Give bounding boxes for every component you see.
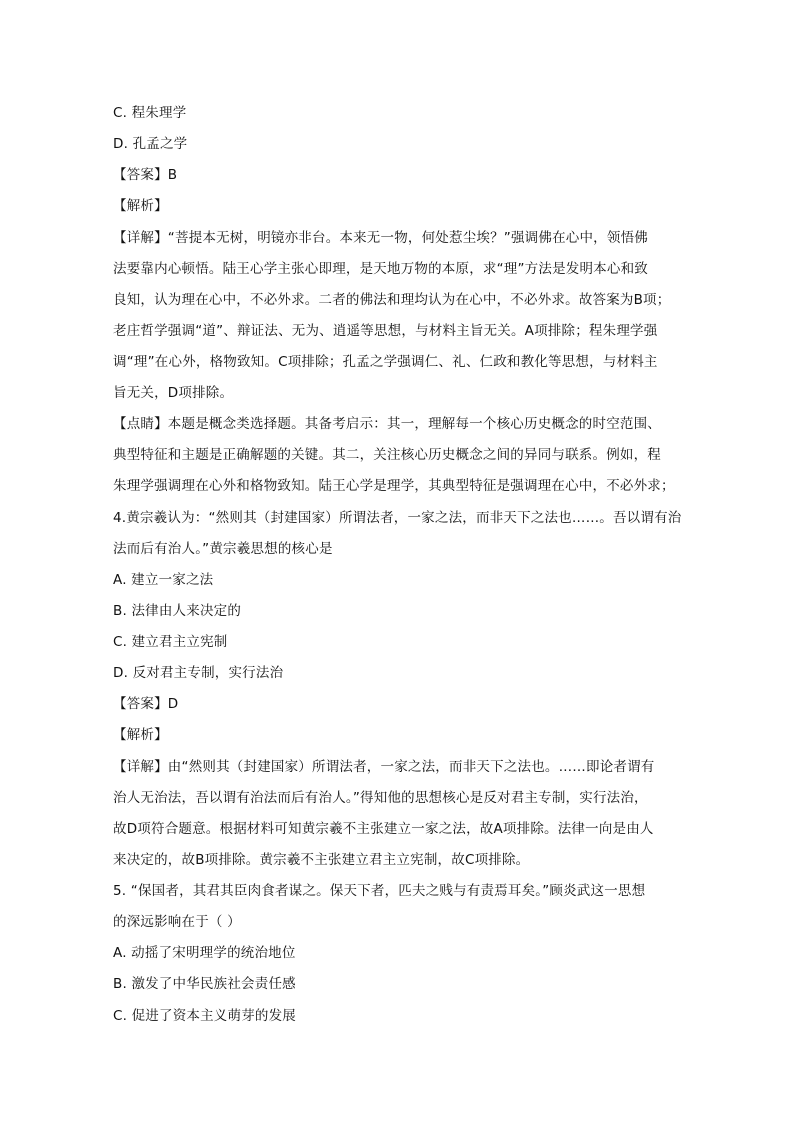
option-c: C. 程朱理学: [113, 105, 187, 121]
analysis-heading: 【解析】: [113, 198, 168, 214]
option-b: B. 激发了中华民族社会责任感: [113, 976, 296, 992]
detail-text-line: 来决定的，故B项排除。黄宗羲不主张建立君主立宪制，故C项排除。: [113, 852, 530, 868]
detail-text-line: 良知，认为理在心中，不必外求。二者的佛法和理均认为在心中，不必外求。故答案为B项；: [113, 292, 671, 308]
question-5-text: 5. “保国者，其君其臣肉食者谋之。保天下者，匹夫之贱与有责焉耳矣。”顾炎武这一思想: [113, 883, 646, 899]
detail-text-line: 旨无关，D项排除。: [113, 385, 234, 401]
option-b: B. 法律由人来决定的: [113, 603, 242, 619]
analysis-heading: 【解析】: [113, 727, 168, 743]
detail-text-line: 【详解】“菩提本无树，明镜亦非台。本来无一物，何处惹尘埃？”强调佛在心中，领悟佛: [113, 230, 648, 246]
answer-line: 【答案】D: [113, 696, 179, 712]
option-d: D. 孔孟之学: [113, 136, 188, 152]
detail-text-line: 法要靠内心顿悟。陆王心学主张心即理，是天地万物的本原，求“理”方法是发明本心和致: [113, 261, 648, 277]
detail-text-line: 调“理”在心外，格物致知。C项排除；孔孟之学强调仁、礼、仁政和教化等思想，与材料主: [113, 354, 658, 370]
question-5-text: 的深远影响在于（ ）: [113, 914, 241, 930]
question-4-text: 4.黄宗羲认为：“然则其（封建国家）所谓法者，一家之法，而非天下之法也……。吾以谓有治: [113, 510, 682, 526]
tip-text-line: 典型特征和主题是正确解题的关键。其二，关注核心历史概念之间的异同与联系。例如，程: [113, 447, 661, 463]
tip-text-line: 【点睛】本题是概念类选择题。其备考启示：其一，理解每一个核心历史概念的时空范围、: [113, 416, 661, 432]
detail-text-line: 老庄哲学强调“道”、辩证法、无为、逍遥等思想，与材料主旨无关。A项排除；程朱理学强: [113, 323, 658, 339]
option-a: A. 建立一家之法: [113, 572, 214, 588]
answer-line: 【答案】B: [113, 167, 178, 183]
detail-text-line: 【详解】由“然则其（封建国家）所谓法者，一家之法，而非天下之法也。……即论者谓有: [113, 759, 655, 775]
option-c: C. 促进了资本主义萌芽的发展: [113, 1008, 297, 1024]
option-a: A. 动摇了宋明理学的统治地位: [113, 945, 296, 961]
option-d: D. 反对君主专制，实行法治: [113, 665, 284, 681]
detail-text-line: 故D项符合题意。根据材料可知黄宗羲不主张建立一家之法，故A项排除。法律一向是由人: [113, 821, 654, 837]
detail-text-line: 治人无治法，吾以谓有治法而后有治人。”得知他的思想核心是反对君主专制，实行法治，: [113, 790, 648, 806]
option-c: C. 建立君主立宪制: [113, 634, 228, 650]
tip-text-line: 朱理学强调理在心外和格物致知。陆王心学是理学，其典型特征是强调理在心中，不必外求；: [113, 478, 675, 494]
question-4-text: 法而后有治人。”黄宗羲思想的核心是: [113, 541, 333, 557]
